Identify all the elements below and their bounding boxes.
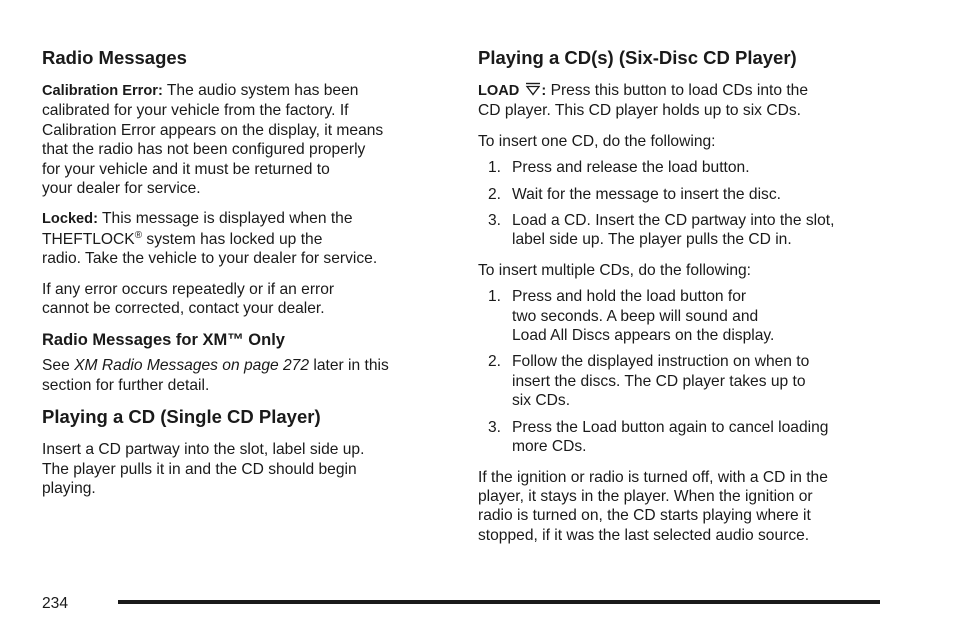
xm-rest: later in this section for further detail. (42, 357, 389, 394)
calibration-error-paragraph (42, 81, 447, 198)
locked-term: Locked: (42, 211, 98, 228)
xm-messages-heading: Radio Messages for XM™ Only (42, 331, 285, 350)
calibration-error-term: Calibration Error: (42, 83, 163, 99)
footer-rule (118, 600, 880, 604)
step-text: Press and hold the load button for two seconds. A beep will sound and Load All Discs appears on the display. (512, 288, 775, 345)
radio-messages-heading: Radio Messages (42, 47, 187, 68)
one-cd-steps (478, 158, 883, 250)
list-item (478, 211, 883, 250)
step-text: Wait for the message to insert the disc. (512, 185, 781, 203)
step-number: 1. (488, 288, 502, 306)
xm-paragraph (42, 356, 447, 395)
ignition-paragraph: If the ignition or radio is turned off, with a CD in the player, it stays in the player. When the ignition or radio is turned on, the CD starts playing where it stopped, if it was the last selected audio source. (478, 468, 828, 544)
registered-mark: ® (134, 229, 143, 241)
step-text: Press the Load button again to cancel loading more CDs. (512, 418, 829, 456)
list-item (478, 287, 883, 345)
locked-text-a: This message is displayed when the THEFTLOCK (42, 210, 353, 248)
single-cd-heading: Playing a CD (Single CD Player) (42, 406, 321, 428)
list-item (478, 185, 883, 204)
load-triangle-icon (525, 82, 541, 101)
step-number: 3. (488, 418, 502, 436)
step-text: Follow the displayed instruction on when to insert the discs. The CD player takes up to six CDs. (512, 353, 810, 410)
locked-text-b: system has locked up the radio. Take the vehicle to your dealer for service. (42, 230, 378, 268)
single-cd-paragraph: Insert a CD partway into the slot, label side up. The player pulls it in and the CD should begin playing. (42, 441, 365, 498)
step-number: 2. (488, 353, 502, 371)
load-paragraph (478, 81, 883, 121)
multi-cd-intro: To insert multiple CDs, do the following: (478, 261, 752, 279)
page-number: 234 (42, 595, 69, 612)
six-disc-heading: Playing a CD(s) (Six-Disc CD Player) (478, 47, 797, 68)
error-paragraph: If any error occurs repeatedly or if an error cannot be corrected, contact your dealer. (42, 280, 335, 318)
list-item (478, 352, 883, 410)
step-text: Load a CD. Insert the CD partway into the slot, label side up. The player pulls the CD in. (512, 212, 835, 249)
step-number: 2. (488, 185, 502, 203)
xm-see: See (42, 357, 75, 375)
left-column (42, 46, 447, 510)
list-item (478, 158, 883, 177)
locked-paragraph (42, 209, 447, 268)
load-term: LOAD (478, 83, 520, 99)
load-colon: : (541, 83, 547, 99)
multi-cd-steps (478, 287, 883, 456)
step-number: 1. (488, 159, 502, 177)
list-item (478, 418, 883, 457)
step-text: Press and release the load button. (512, 159, 750, 177)
load-text: Press this button to load CDs into the CD player. This CD player holds up to six CDs. (478, 82, 809, 120)
calibration-error-text: The audio system has been calibrated for your vehicle from the factory. If Calibration Error appears on the display, it means that the radio has not been configured properly for your vehicle and it must be returned to your dealer for service. (42, 82, 384, 198)
right-column (478, 46, 883, 556)
step-number: 3. (488, 212, 502, 230)
xm-cross-reference: XM Radio Messages on page 272 (74, 357, 310, 375)
one-cd-intro: To insert one CD, do the following: (478, 132, 716, 150)
